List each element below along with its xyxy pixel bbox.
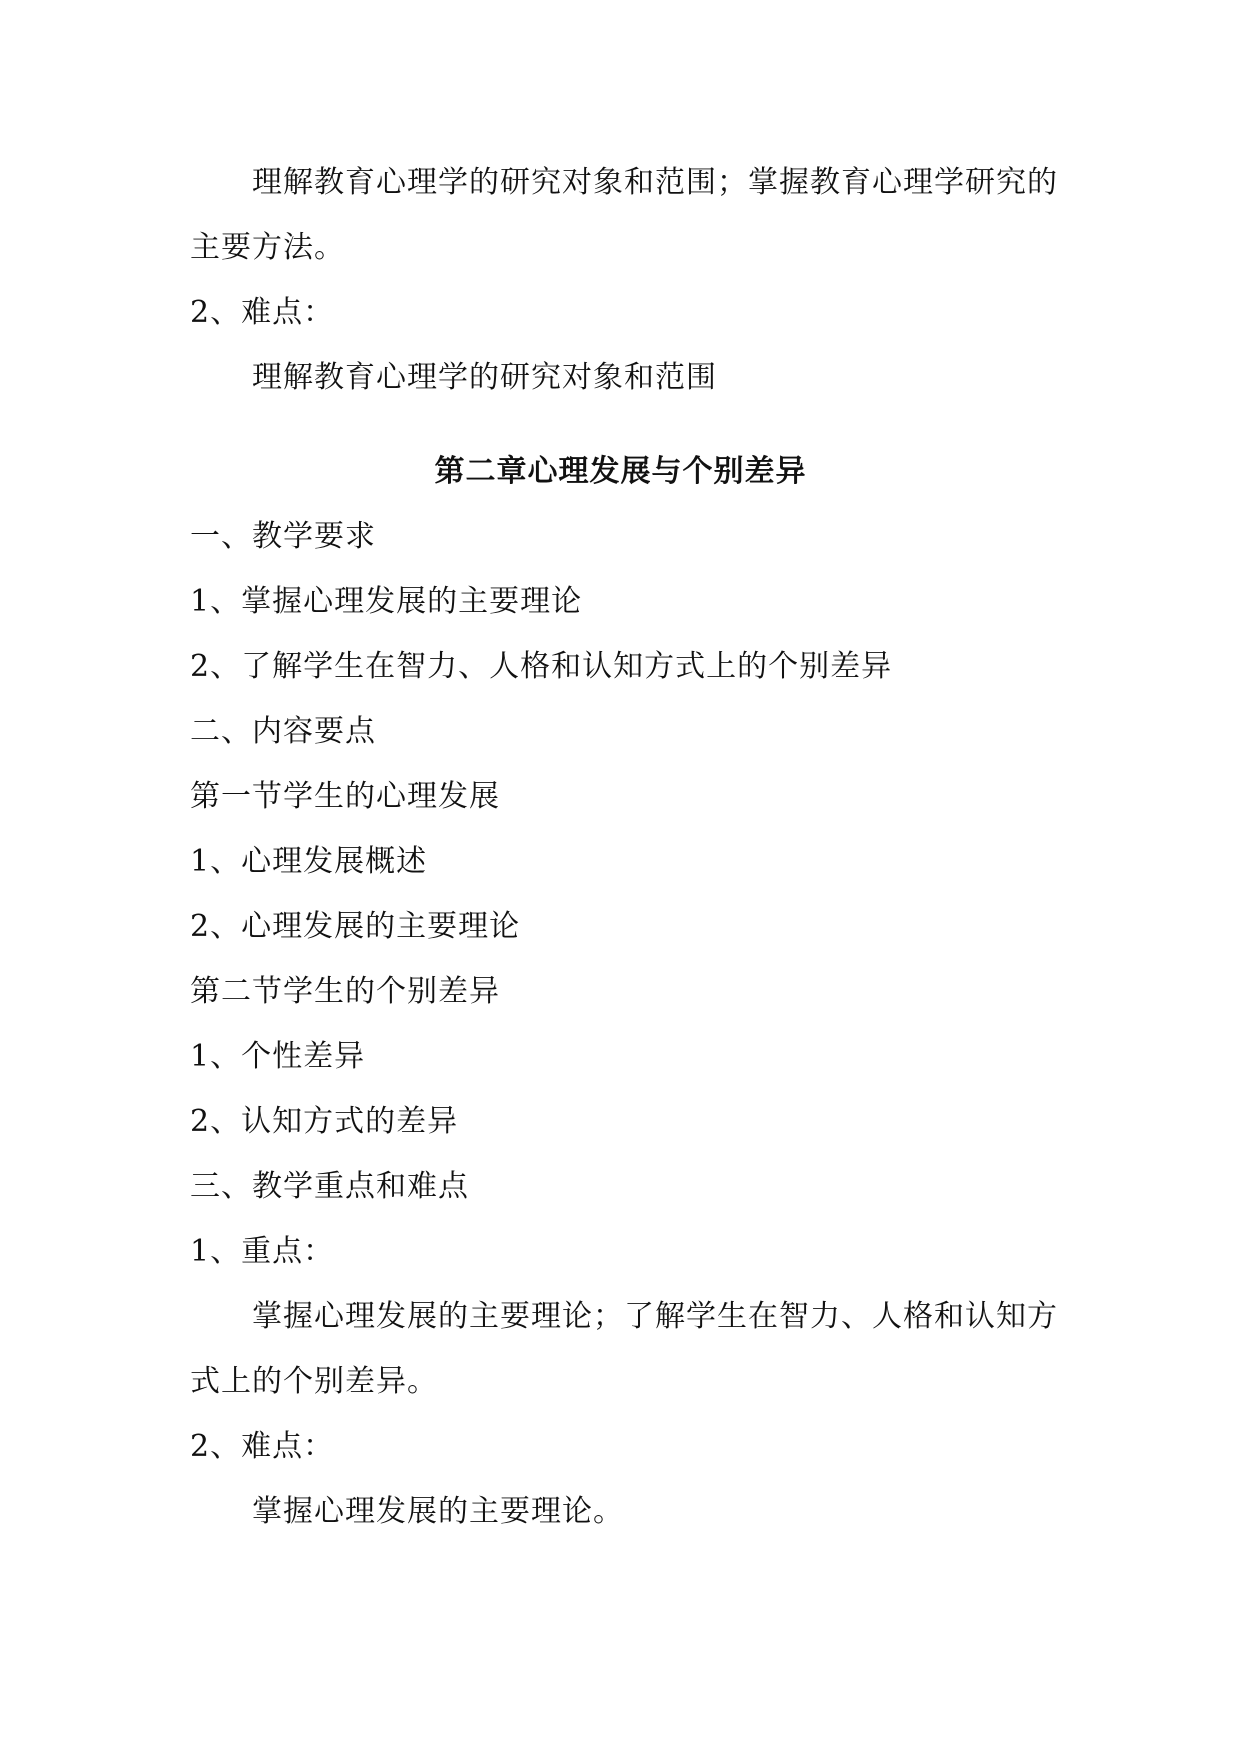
requirement-item-2: 2、了解学生在智力、人格和认知方式上的个别差异 (190, 649, 893, 684)
requirement-item-1: 1、掌握心理发展的主要理论 (190, 584, 583, 619)
intro-paragraph-line-2: 主要方法。 (190, 230, 345, 265)
difficulty-text: 掌握心理发展的主要理论。 (252, 1494, 624, 1529)
key-text-line-2: 式上的个别差异。 (190, 1364, 438, 1399)
requirements-heading: 一、教学要求 (190, 519, 376, 554)
section-1-title: 第一节学生的心理发展 (190, 779, 500, 814)
difficulty-label: 2、难点： (190, 1429, 335, 1464)
intro-paragraph-line-1: 理解教育心理学的研究对象和范围；掌握教育心理学研究的 (252, 165, 1058, 200)
section-2-item-1: 1、个性差异 (190, 1039, 366, 1074)
intro-difficulty-text: 理解教育心理学的研究对象和范围 (252, 360, 717, 395)
key-label: 1、重点： (190, 1234, 335, 1269)
key-text-line-1: 掌握心理发展的主要理论；了解学生在智力、人格和认知方 (252, 1299, 1058, 1334)
section-2-title: 第二节学生的个别差异 (190, 974, 500, 1009)
chapter-title: 第二章心理发展与个别差异 (434, 454, 807, 489)
content-heading: 二、内容要点 (190, 714, 376, 749)
intro-difficulty-label: 2、难点： (190, 295, 335, 330)
section-2-item-2: 2、认知方式的差异 (190, 1104, 459, 1139)
section-1-item-1: 1、心理发展概述 (190, 844, 428, 879)
keypoints-heading: 三、教学重点和难点 (190, 1169, 469, 1204)
section-1-item-2: 2、心理发展的主要理论 (190, 909, 521, 944)
